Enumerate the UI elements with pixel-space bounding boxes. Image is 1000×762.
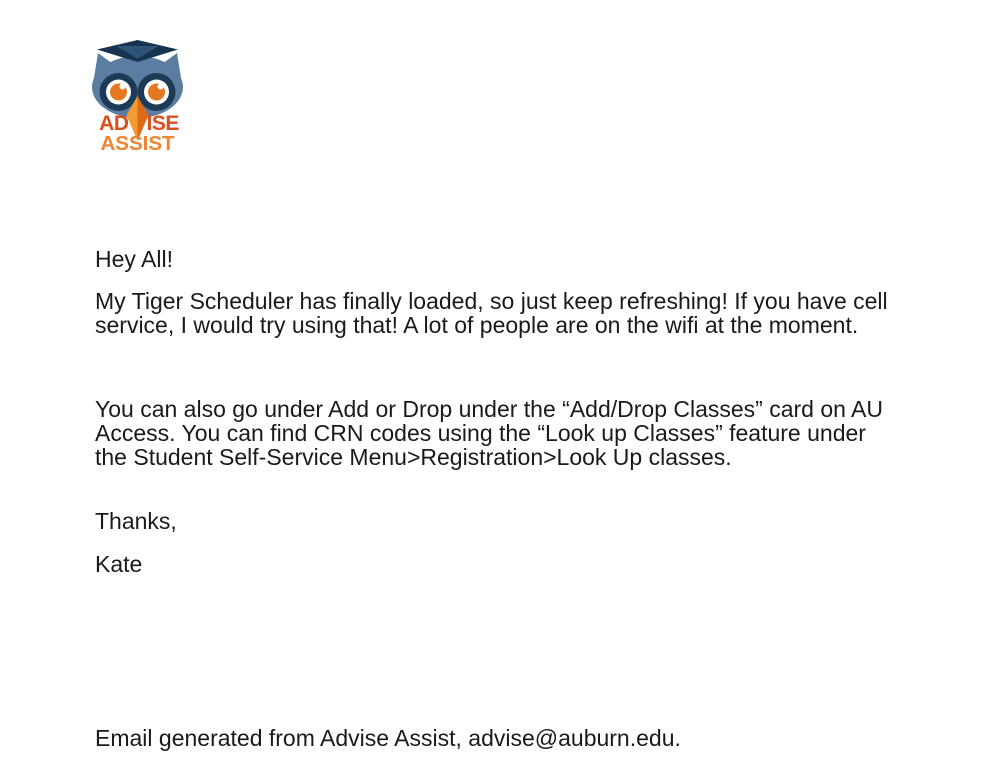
email-paragraph-1 [95,289,888,337]
paragraph-line: the Student Self-Service Menu>Registration>Look Up classes. [95,444,732,470]
email-footer-text: Email generated from Advise Assist, advise@auburn.edu. [95,725,681,751]
paragraph-line: service, I would try using that! A lot of people are on the wifi at the moment. [95,312,859,338]
email-greeting: Hey All! [95,246,173,272]
email-closing: Thanks, [95,508,177,534]
paragraph-line: Access. You can find CRN codes using the “Look up Classes” feature under [95,420,866,446]
logo-wordmark-advise-right: ISE [146,112,179,135]
owl-eye-right-icon [138,73,176,111]
owl-eye-left-icon [100,73,138,111]
paragraph-line: You can also go under Add or Drop under the “Add/Drop Classes” card on AU [95,396,884,422]
email-signature: Kate [95,551,143,577]
owl-logo-graphic [90,40,185,152]
advise-assist-logo [90,40,185,152]
logo-wordmark-assist: ASSIST [100,132,175,152]
email-paragraph-2 [95,397,883,469]
logo-wordmark-advise-left: AD [99,112,129,135]
graduation-cap-icon [97,40,178,62]
paragraph-line: My Tiger Scheduler has finally loaded, so just keep refreshing! If you have cell [95,288,888,314]
